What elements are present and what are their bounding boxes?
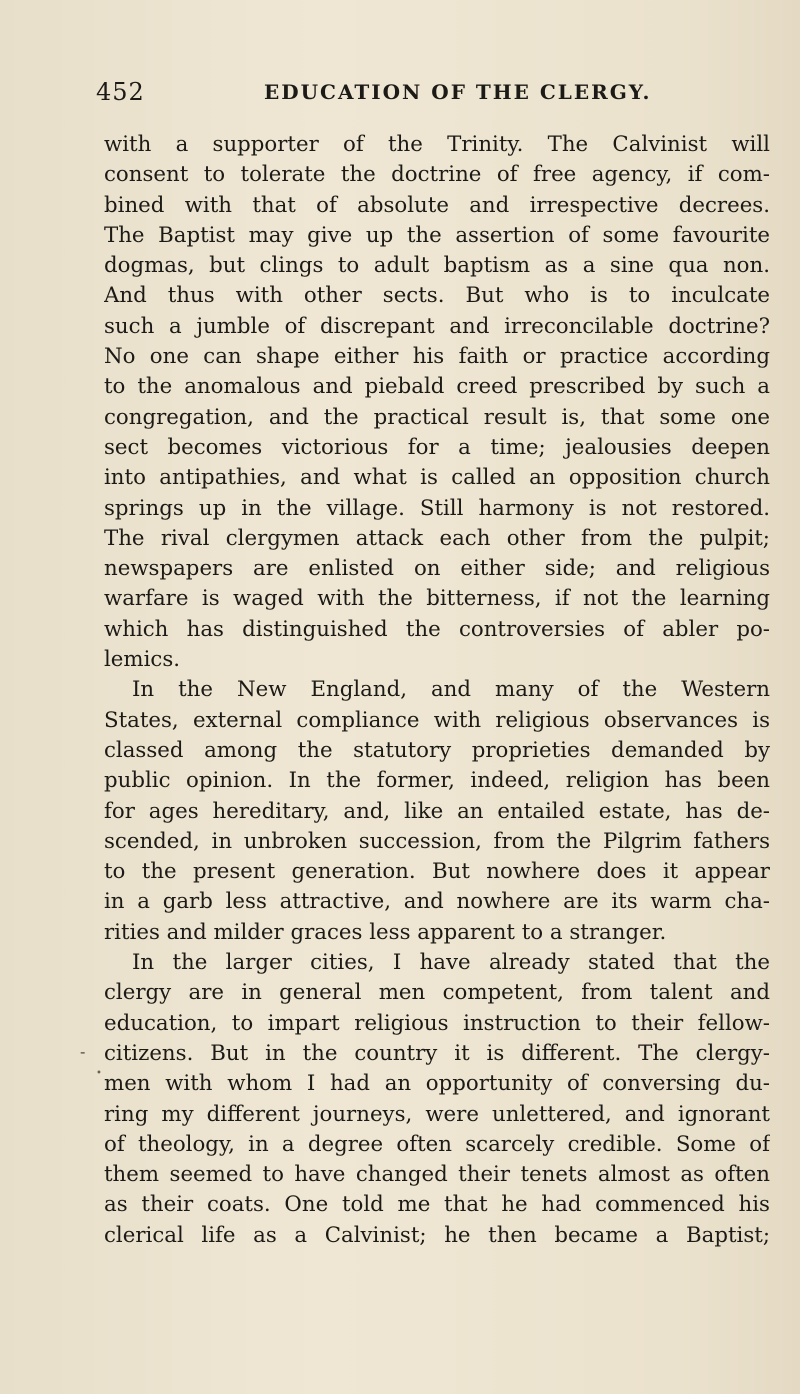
text-line: No one can shape either his faith or practice according xyxy=(104,344,770,370)
text-line: The rival clergymen attack each other from the pulpit; xyxy=(104,525,770,551)
running-head: EDUCATION OF THE CLERGY. xyxy=(264,80,652,104)
text-line: rities and milder graces less apparent to a stranger. xyxy=(104,919,667,945)
text-line: clerical life as a Calvinist; he then became a Baptist; xyxy=(104,1222,770,1248)
text-line: with a supporter of the Trinity. The Calvinist will xyxy=(104,132,770,157)
page-number: 452 xyxy=(96,78,145,106)
text-line: The Baptist may give up the assertion of some favourite xyxy=(104,222,770,248)
text-line: to the anomalous and piebald creed prescribed by such a xyxy=(104,374,770,400)
text-line: warfare is waged with the bitterness, if not the learning xyxy=(104,586,770,612)
text-line: And thus with other sects. But who is to inculcate xyxy=(104,283,770,309)
text-line: public opinion. In the former, indeed, religion has been xyxy=(104,768,770,794)
text-line: in a garb less attractive, and nowhere are its warm cha- xyxy=(104,889,770,915)
text-line: citizens. But in the country it is different. The clergy- xyxy=(104,1040,770,1066)
text-line: congregation, and the practical result is, that some one xyxy=(104,404,770,430)
text-line: for ages hereditary, and, like an entailed estate, has de- xyxy=(104,798,770,824)
text-line: them seemed to have changed their tenets almost as often xyxy=(104,1162,770,1188)
text-line: men with whom I had an opportunity of conversing du- xyxy=(104,1071,770,1097)
text-line: which has distinguished the controversies of abler po- xyxy=(104,616,770,642)
stray-ink-mark: - xyxy=(80,1042,86,1061)
body-text xyxy=(104,130,770,1251)
text-line: ring my different journeys, were unlettered, and ignorant xyxy=(104,1101,770,1127)
text-line: scended, in unbroken succession, from the Pilgrim fathers xyxy=(104,828,770,854)
paragraph-start-line: In the larger cities, I have already stated that the xyxy=(132,950,770,976)
text-line: of theology, in a degree often scarcely credible. Some of xyxy=(104,1131,770,1157)
stray-ink-dot: • xyxy=(96,1068,102,1079)
text-line: consent to tolerate the doctrine of free agency, if com- xyxy=(104,162,770,188)
text-line: springs up in the village. Still harmony is not restored. xyxy=(104,495,770,521)
text-line: newspapers are enlisted on either side; and religious xyxy=(104,556,770,582)
text-line: States, external compliance with religious observances is xyxy=(104,707,770,733)
text-line: such a jumble of discrepant and irreconcilable doctrine? xyxy=(104,313,770,339)
text-line: classed among the statutory proprieties demanded by xyxy=(104,737,770,763)
text-line: education, to impart religious instruction to their fellow- xyxy=(104,1010,770,1036)
paragraph-start-line: In the New England, and many of the Western xyxy=(132,677,770,703)
text-line: as their coats. One told me that he had commenced his xyxy=(104,1192,770,1218)
text-line: lemics. xyxy=(104,647,181,673)
text-line: clergy are in general men competent, from talent and xyxy=(104,980,770,1006)
text-line: into antipathies, and what is called an opposition church xyxy=(104,465,770,491)
page-header xyxy=(96,78,768,112)
text-line: dogmas, but clings to adult baptism as a sine qua non. xyxy=(104,253,770,279)
text-line: sect becomes victorious for a time; jealousies deepen xyxy=(104,434,770,460)
text-line: bined with that of absolute and irrespective decrees. xyxy=(104,192,770,218)
text-line: to the present generation. But nowhere does it appear xyxy=(104,859,770,885)
